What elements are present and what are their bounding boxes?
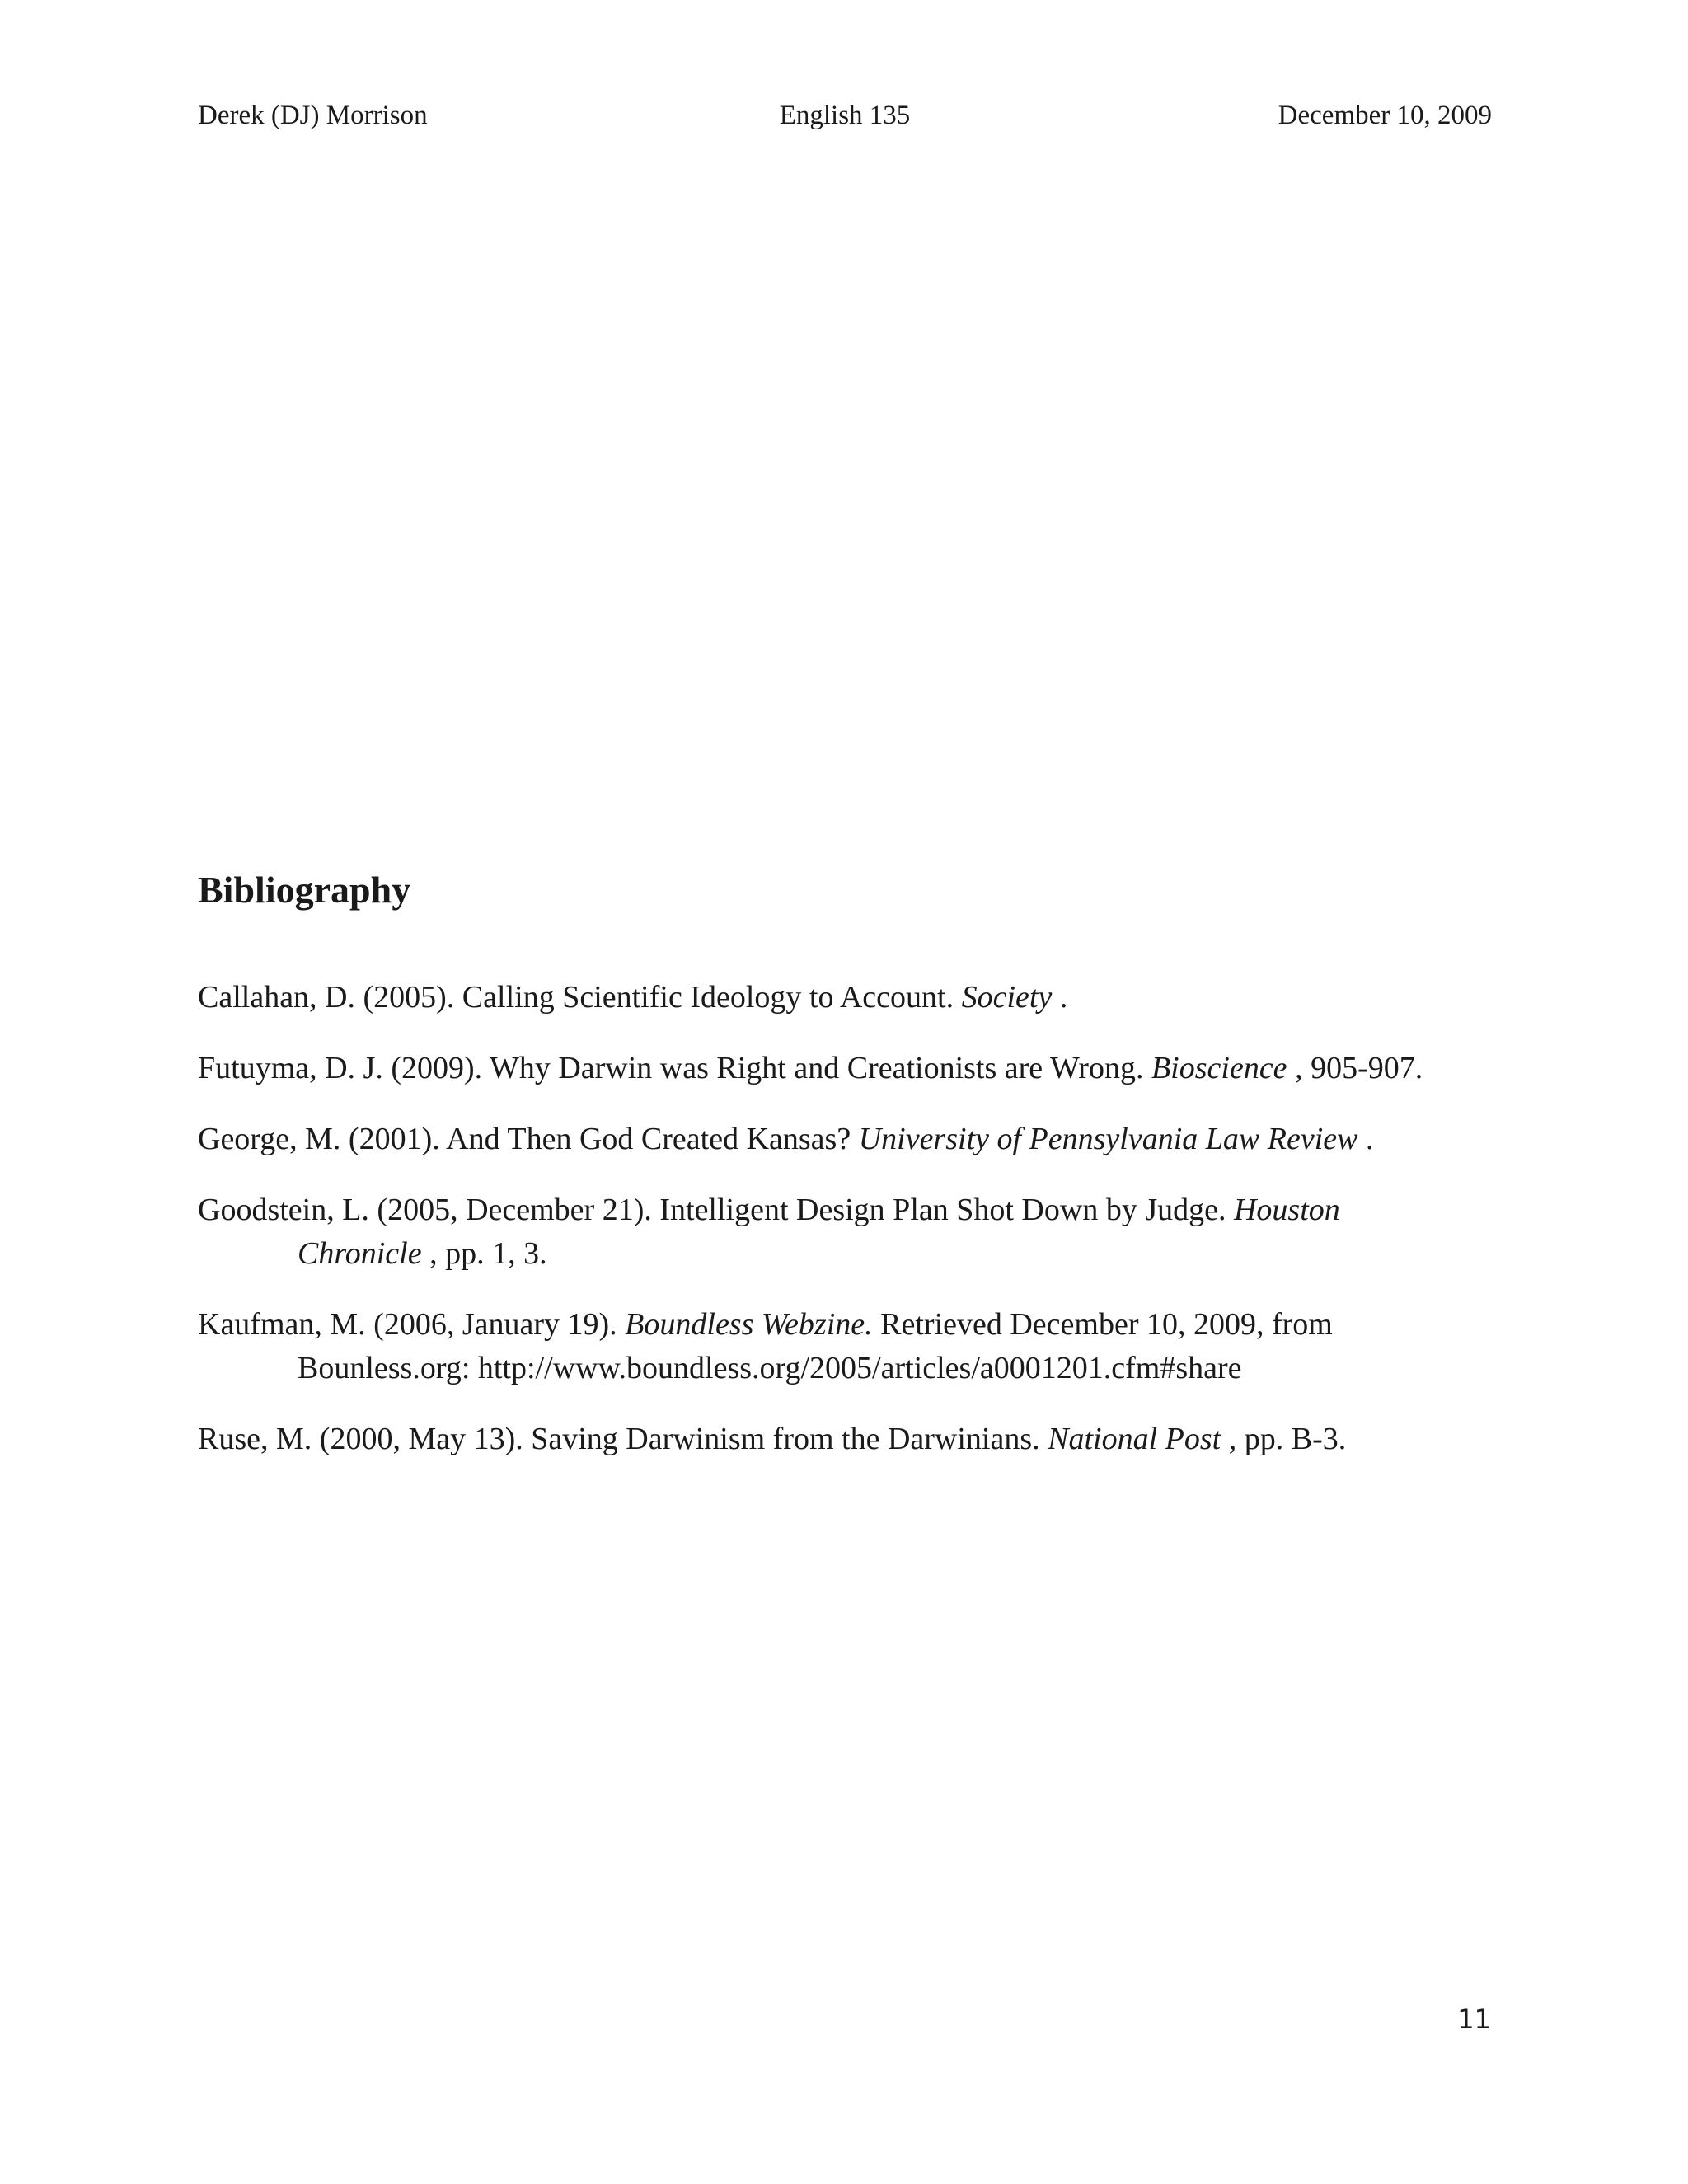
entry-citation-tail: , 905-907. <box>1287 1051 1423 1085</box>
header-date: December 10, 2009 <box>1278 101 1492 130</box>
entry-citation: Kaufman, M. (2006, January 19). <box>198 1307 626 1342</box>
bibliography-entry <box>198 1303 1467 1390</box>
entry-citation-tail: , pp. B-3. <box>1221 1422 1347 1456</box>
entry-citation-tail: . <box>1357 1122 1374 1156</box>
entry-source-title: Houston Chronicle <box>298 1193 1340 1271</box>
bibliography-entry <box>198 1188 1467 1276</box>
page-number: 11 <box>1457 2004 1491 2035</box>
bibliography-heading: Bibliography <box>198 869 411 911</box>
entry-source-title: National Post <box>1048 1422 1221 1456</box>
header-author: Derek (DJ) Morrison <box>198 101 428 130</box>
bibliography-entry <box>198 1047 1467 1090</box>
header-course: English 135 <box>779 101 911 130</box>
entry-source-title: Society <box>961 980 1053 1015</box>
bibliography-entry <box>198 1418 1467 1461</box>
entry-citation-tail: , pp. 1, 3. <box>421 1236 547 1271</box>
entry-source-title: University of Pennsylvania Law Review <box>858 1122 1358 1156</box>
entry-citation: Futuyma, D. J. (2009). Why Darwin was Right and Creationists are Wrong. <box>198 1051 1151 1085</box>
page-header <box>198 97 1492 134</box>
entry-citation-tail: . <box>1052 980 1068 1015</box>
entry-citation-tail: Retrieved December 10, 2009, from Bounless.org: http://www.boundless.org/2005/articles/a0001201.cfm#share <box>298 1307 1333 1385</box>
bibliography-entry <box>198 1118 1467 1161</box>
bibliography-entry <box>198 976 1467 1019</box>
entry-citation: George, M. (2001). And Then God Created Kansas? <box>198 1122 859 1156</box>
bibliography-list <box>198 976 1467 1488</box>
entry-citation: Ruse, M. (2000, May 13). Saving Darwinism from the Darwinians. <box>198 1422 1048 1456</box>
entry-citation: Callahan, D. (2005). Calling Scientific Ideology to Account. <box>198 980 962 1015</box>
entry-source-title: Bioscience <box>1151 1051 1287 1085</box>
entry-citation: Goodstein, L. (2005, December 21). Intelligent Design Plan Shot Down by Judge. <box>198 1193 1234 1227</box>
entry-source-title: Boundless Webzine. <box>625 1307 873 1342</box>
